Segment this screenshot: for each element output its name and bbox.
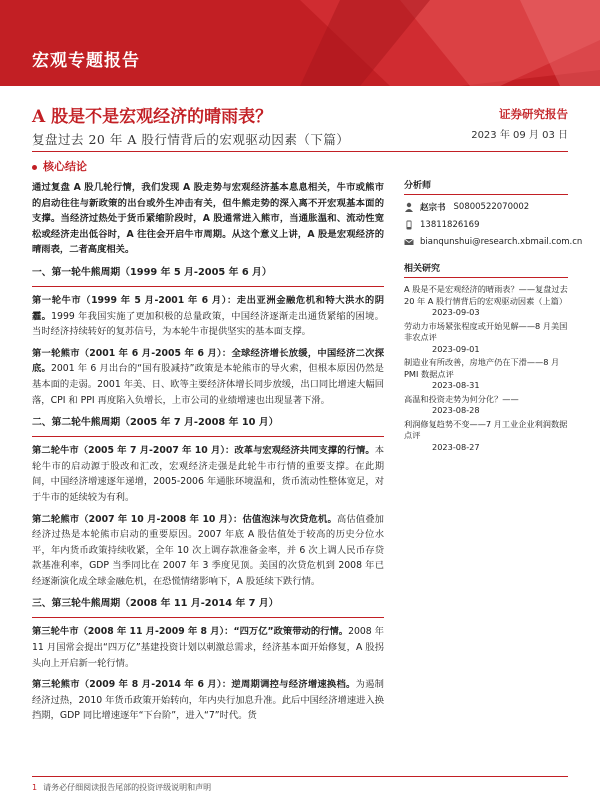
section-paragraph [32, 512, 384, 590]
report-subtitle: 复盘过去 20 年 A 股行情背后的宏观驱动因素（下篇） [32, 132, 350, 147]
summary-paragraph [32, 180, 384, 258]
analyst-phone-row [404, 220, 568, 230]
analyst-phone: 13811826169 [420, 220, 480, 230]
report-title: A 股是不是宏观经济的晴雨表？ [32, 107, 273, 127]
analyst-email[interactable]: bianqunshui@research.xbmail.com.cn [420, 237, 583, 247]
report-date: 2023 年 09 月 03 日 [471, 130, 568, 141]
related-item[interactable] [404, 394, 568, 417]
section-paragraph [32, 346, 384, 408]
related-title: 劳动力市场紧张程度或开始见解——8 月美国非农点评 [404, 320, 568, 342]
related-item[interactable] [404, 357, 568, 392]
page-number: 1 [32, 783, 38, 792]
section-heading-3: 三、第三轮牛熊周期（2008 年 11 月-2014 年 7 月） [32, 598, 279, 610]
summary-rest: 当经济过热处于货币紧缩阶段时，A 股通常进入熊市，当通胀温和、流动性宽松或经济走出低谷时，A 往往会开启牛市周期。从这个意义上讲，A 股是宏观经济的晴雨表，二者高度相关。 [32, 213, 384, 256]
para-lead: 第三轮熊市（2009 年 8 月-2014 年 6 月）：逆周期调控与经济增速换档。 [32, 679, 356, 691]
banner-decoration [0, 0, 600, 86]
related-date: 2023-08-31 [432, 380, 480, 390]
para-body: 1999 年我国实施了更加积极的总量政策，中国经济逐渐走出通货紧缩的困境。当时经济持续转好的复苏信号，为本轮牛市提供坚实的基本面支撑。 [32, 310, 384, 338]
para-body: 2008 年 11 月国常会提出“四万亿”基建投资计划以刺激总需求，经济基本面开始修复，A 股拐头向上开启新一轮行情。 [32, 626, 384, 669]
analyst-heading: 分析师 [404, 178, 568, 195]
footer [32, 782, 211, 793]
section-paragraph [32, 443, 384, 505]
related-title: 利润修复趋势不变——7 月工业企业利润数据点评 [404, 418, 568, 440]
analyst-id: S0800522070002 [453, 202, 530, 212]
person-icon [404, 202, 414, 212]
para-lead: 第一轮熊市（2001 年 6 月-2005 年 6 月）：全球经济增长放缓，中国经济二次探底。 [32, 347, 384, 375]
related-date: 2023-08-28 [432, 405, 480, 415]
footer-divider [32, 776, 568, 777]
para-body: 本轮牛市的启动源于股改和汇改，宏观经济走强是此轮牛市行情的重要支撑。在此期间，中国经济增速逐年递增，2005-2006 年通胀环境温和，货币流动性整体宽足，对于牛市的延续较为有利。 [32, 445, 384, 503]
phone-icon [404, 220, 414, 230]
para-lead: 第三轮牛市（2008 年 11 月-2009 年 8 月）：“四万亿”政策带动的行情。 [32, 626, 349, 638]
section-paragraph [32, 677, 384, 724]
section-heading-2: 二、第二轮牛熊周期（2005 年 7 月-2008 年 10 月） [32, 417, 279, 429]
analyst-name-row [404, 201, 568, 213]
para-lead: 第一轮牛市（1999 年 5 月-2001 年 6 月）：走出亚洲金融危机和特大洪水的阴霾。 [32, 294, 384, 322]
banner-title: 宏观专题报告 [32, 51, 140, 71]
related-item[interactable] [404, 321, 568, 356]
related-item[interactable] [404, 419, 568, 454]
section-divider [32, 617, 384, 618]
related-date: 2023-08-27 [432, 441, 480, 452]
para-body: 为遏制经济过热，2010 年货币政策开始转向，年内央行加息升准。此后中国经济增速进入换挡期，GDP 同比增速逐年“下台阶”，进入“7”时代。货 [32, 679, 385, 722]
related-title: 高温和投资走势为何分化？—— [404, 393, 519, 404]
section-divider [32, 286, 384, 287]
para-body: 2001 年 6 月出台的“国有股减持”政策是本轮熊市的导火索，但根本原因仍然是基本面的走弱。2001 年美、日、欧等主要经济体增长同步放缓，出口同比增速大幅回落，CPI 和 PPI 再度陷入负增长，上市公司的业绩增速也出现显著下滑。 [32, 363, 385, 406]
related-date: 2023-09-01 [432, 343, 480, 354]
related-title: 制造业有所改善，房地产仍在下滑——8 月 PMI 数据点评 [404, 357, 560, 379]
core-label-text: 核心结论 [43, 160, 87, 173]
title-divider [32, 151, 568, 152]
footer-disclaimer: 请务必仔细阅读报告尾部的投资评级说明和声明 [43, 783, 212, 792]
section-divider [32, 436, 384, 437]
bullet-icon [32, 165, 37, 170]
related-list [404, 284, 568, 453]
sidebar [404, 178, 583, 455]
related-date: 2023-09-03 [432, 307, 480, 317]
para-lead: 第二轮熊市（2007 年 10 月-2008 年 10 月）：估值泡沫与次贷危机。 [32, 513, 337, 525]
section-heading-1: 一、第一轮牛熊周期（1999 年 5 月-2005 年 6 月） [32, 266, 272, 278]
section-paragraph [32, 293, 384, 340]
analyst-email-row [404, 237, 583, 247]
core-conclusion-label [32, 158, 87, 174]
report-type: 证券研究报告 [499, 107, 568, 121]
related-item[interactable] [404, 284, 568, 319]
section-paragraph [32, 624, 384, 671]
main-content [32, 180, 384, 730]
analyst-name: 赵宗书 [420, 203, 446, 213]
para-lead: 第二轮牛市（2005 年 7 月-2007 年 10 月）：改革与宏观经济共同支撑的行情。 [32, 445, 375, 457]
mail-icon [404, 237, 414, 247]
related-title: A 股是不是宏观经济的晴雨表？——复盘过去 20 年 A 股行情背后的宏观驱动因素（上篇） [404, 284, 568, 306]
summary-bold: 通过复盘 A 股几轮行情，我们发现 A 股走势与宏观经济基本息息相关，牛市或熊市的启动往往与新政策的出台或外生冲击有关，但牛熊走势的深入离不开宏观基本面的支撑。 [32, 182, 384, 225]
para-body: 高估值叠加经济过热是本轮熊市启动的重要原因。2007 年底 A 股估值处于较高的历史分位水平，年内货币政策持续收紧，全年 10 次上调存款准备金率，并 6 次上调人民币存贷款基准利率，GDP 当季同比在 2007 年 3 季度见顶。美国的次贷危机到 2008 年已经逐渐演化成全球金融危机，在恐慌情绪影响下，A 股延续下跌行情。 [32, 513, 384, 587]
related-heading: 相关研究 [404, 261, 568, 278]
header-banner [0, 0, 600, 86]
